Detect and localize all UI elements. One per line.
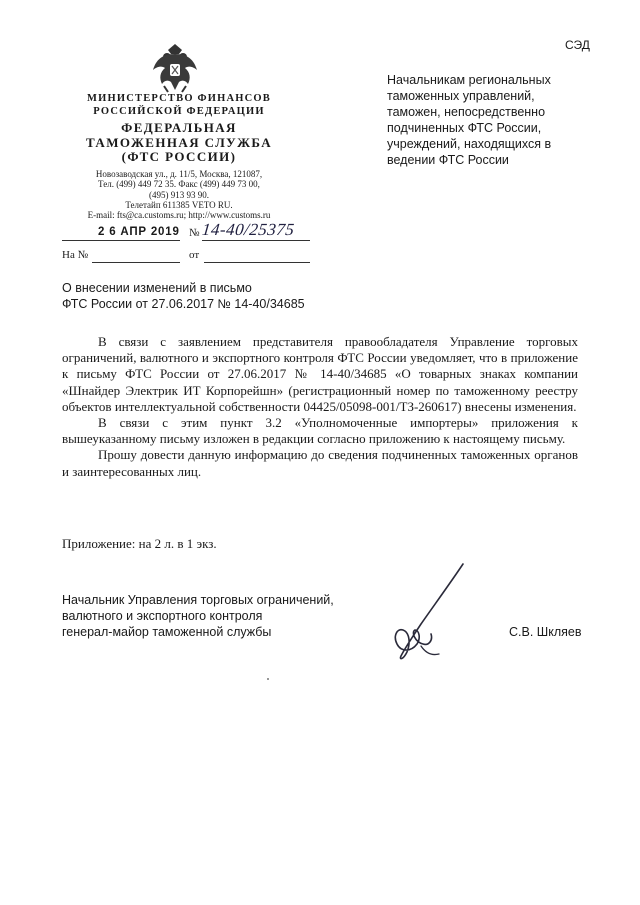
date-number-row [62, 220, 312, 246]
scan-artifact [267, 678, 269, 680]
reference-from-label: от [189, 249, 200, 261]
date-line [62, 240, 180, 241]
ministry-name: МИНИСТЕРСТВО ФИНАНСОВ РОССИЙСКОЙ ФЕДЕРАЦИИ [87, 93, 271, 117]
recipient-block: Начальникам региональных таможенных управлений, таможен, непосредственно подчиненных ФТС России, учреждений, находящихся в ведении ФТС России [387, 73, 552, 167]
coat-of-arms-icon [150, 40, 200, 94]
signatory-position: Начальник Управления торговых ограничений, валютного и экспортного контроля генерал-майор таможенной службы [62, 593, 334, 639]
service-name: ФЕДЕРАЛЬНАЯ ТАМОЖЕННАЯ СЛУЖБА (ФТС РОССИИ) [85, 120, 272, 164]
signatory-name: С.В. Шкляев [509, 625, 582, 639]
reference-date-line [204, 262, 310, 263]
body-paragraph: Прошу довести данную информацию до сведения подчиненных таможенных органов и заинтересованных лиц. [62, 447, 578, 479]
reference-row [62, 249, 312, 267]
body-paragraph: В связи с этим пункт 3.2 «Уполномоченные импортеры» приложения к вышеуказанному письму изложен в редакции согласно приложению к настоящему письму. [62, 415, 578, 447]
reference-label: На № [62, 249, 89, 261]
number-line [202, 240, 310, 241]
letter-body [62, 334, 578, 480]
document-marker: СЭД [565, 38, 590, 52]
date-stamp: 2 6 АПР 2019 [98, 226, 180, 238]
handwritten-signature-icon [385, 560, 475, 670]
attachment-note: Приложение: на 2 л. в 1 экз. [62, 536, 217, 551]
subject-line: О внесении изменений в письмо ФТС России от 27.06.2017 № 14-40/34685 [62, 281, 305, 311]
number-label: № [189, 227, 200, 239]
registration-number: 14-40/25375 [201, 220, 296, 239]
reference-number-line [92, 262, 180, 263]
body-paragraph: В связи с заявлением представителя правообладателя Управление торговых ограничений, валютного и экспортного контроля ФТС России уведомляет, что в приложение к письму ФТС России от 27.06.2017 № 14-40/34685 «О товарных знаках компании «Шнайдер Электрик ИТ Корпорейшн» (регистрационный номер по таможенному реестру объектов интеллектуальной собственности 04425/05098-001/ТЗ-260617) внесены изменения. [62, 334, 578, 414]
contact-info: Новозаводская ул., д. 11/5, Москва, 121087, Тел. (499) 449 72 35. Факс (499) 449 73 00, (495) 913 93 90. Телетайп 611385 VETO RU. E-mail: fts@ca.customs.ru; http://www.customs.ru [87, 169, 271, 221]
